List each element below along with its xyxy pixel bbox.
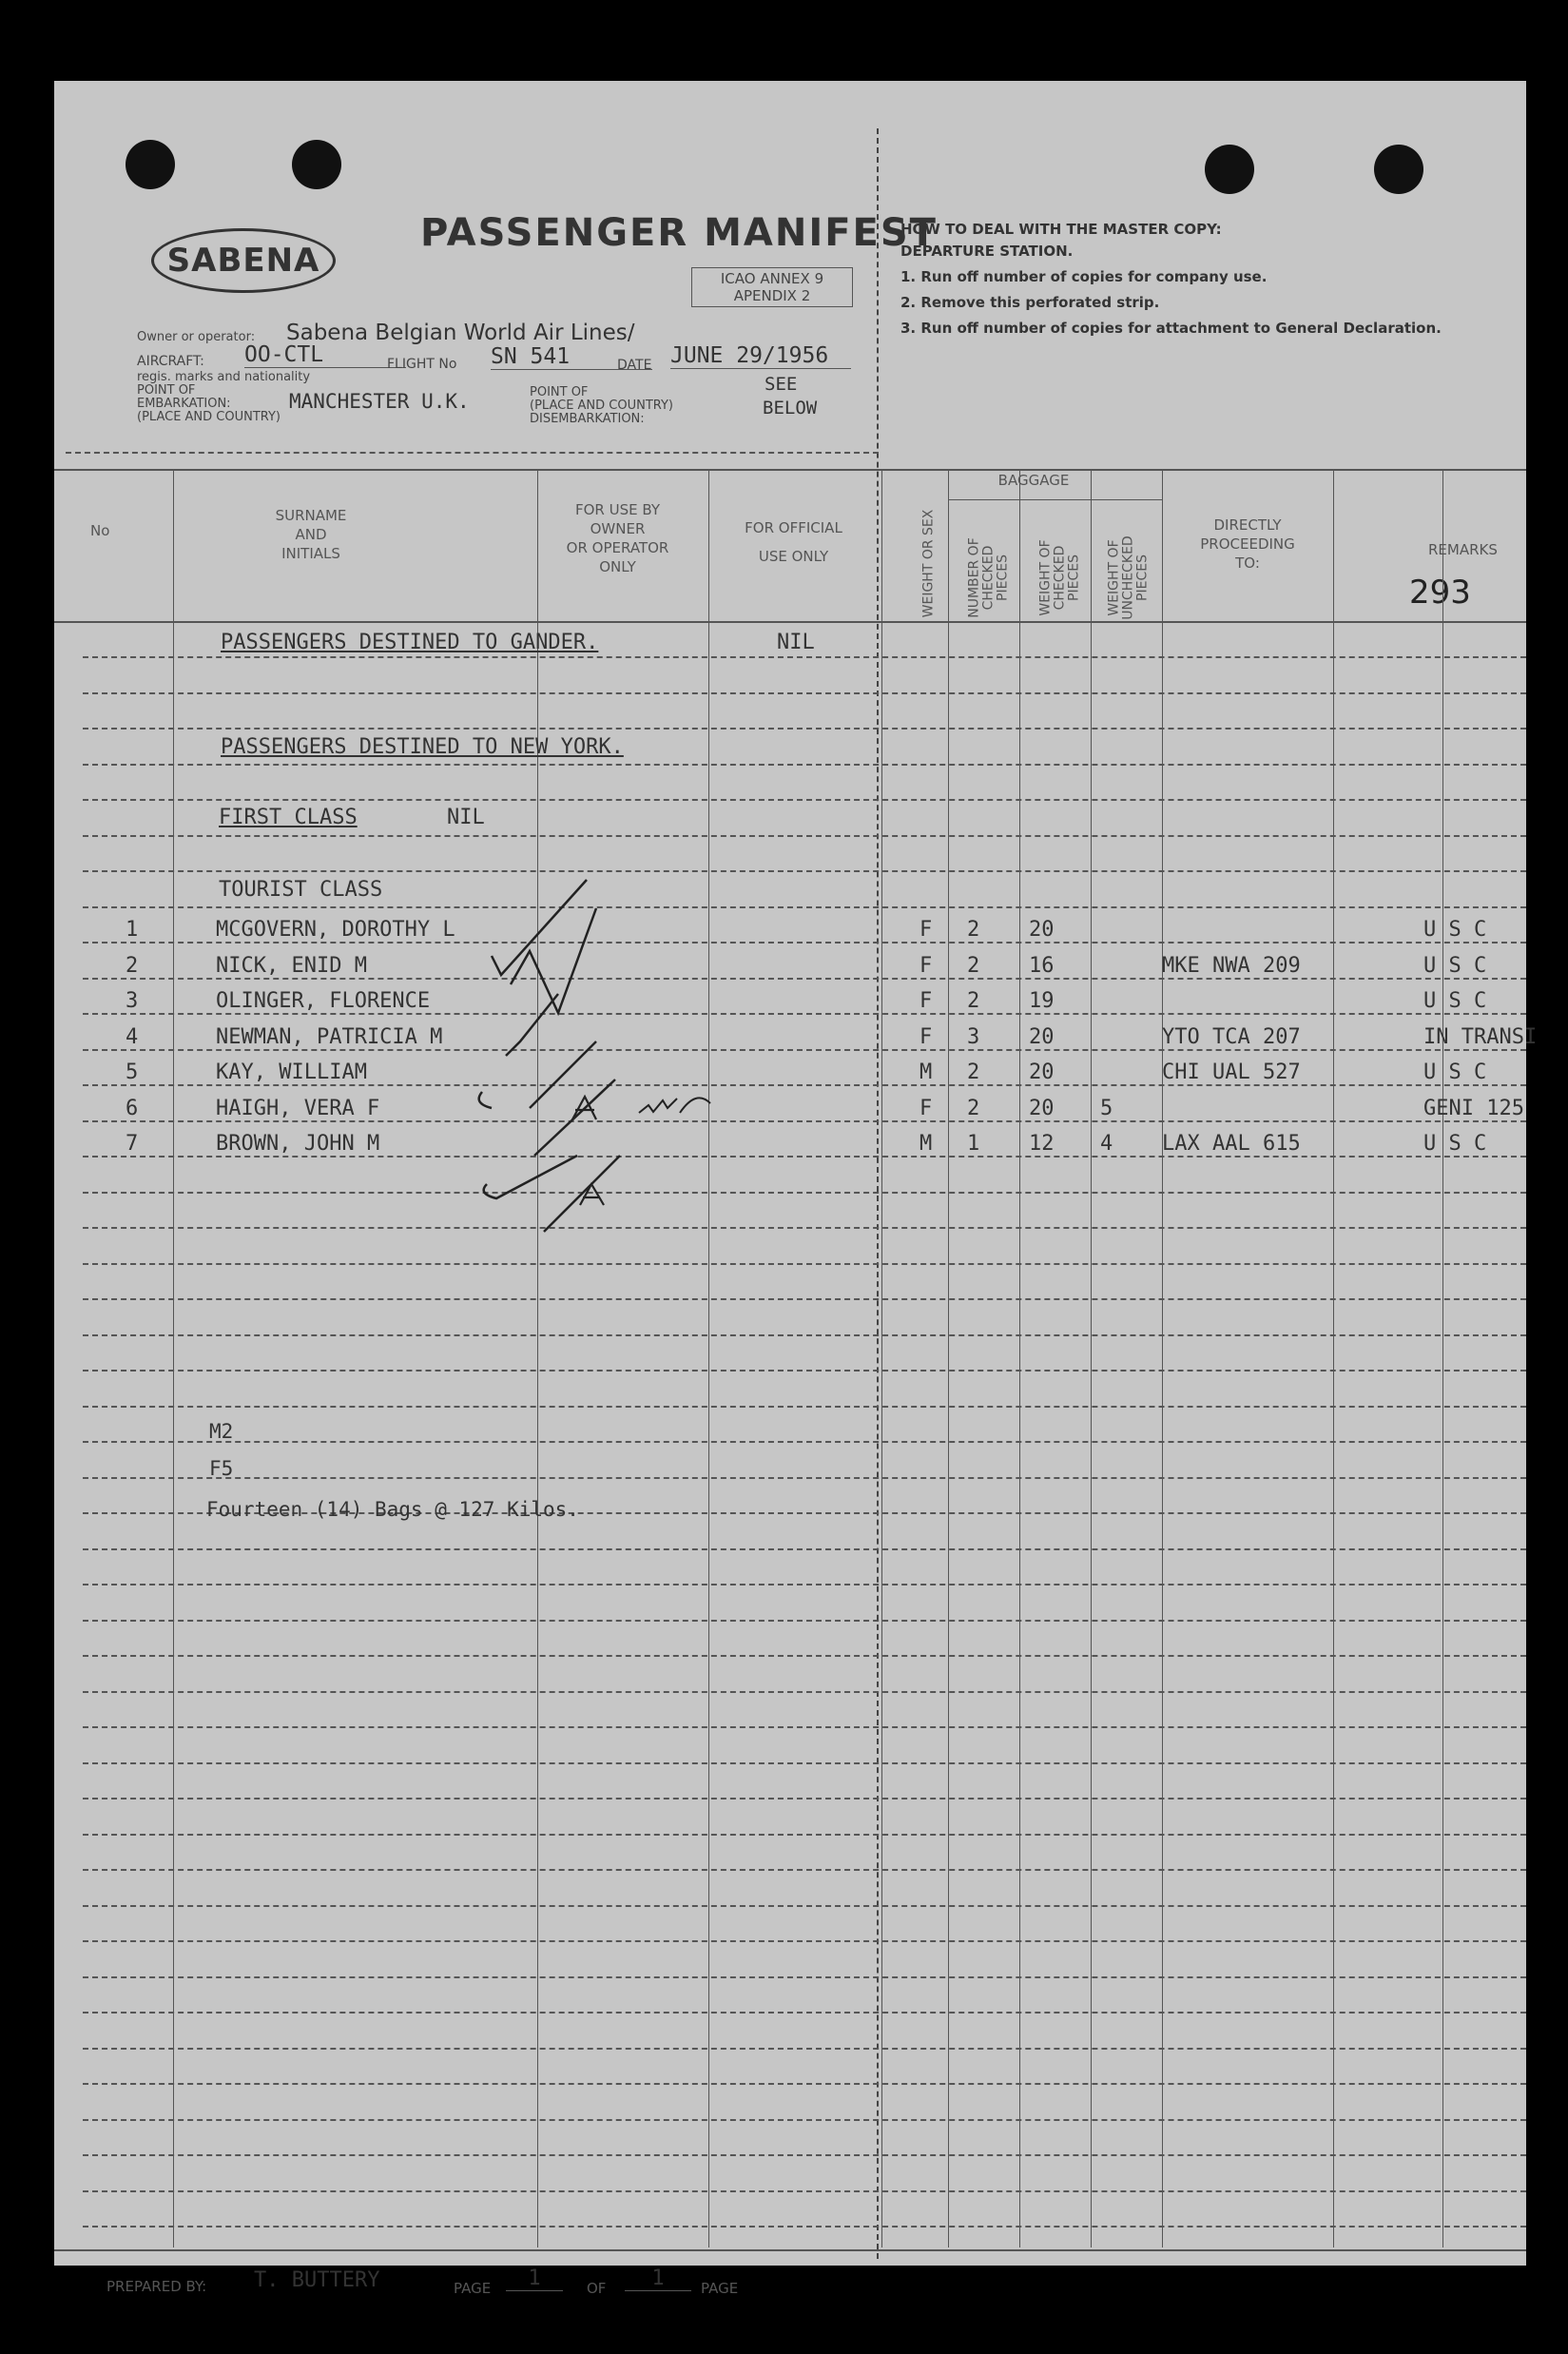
prepared-label: PREPARED BY: (106, 2278, 207, 2295)
row-rule (83, 656, 1526, 658)
passenger-remarks: GENI 125 (1423, 1096, 1524, 1120)
column-rule (1019, 469, 1020, 2247)
row-rule (83, 1726, 1526, 1728)
disembark-label: (PLACE AND COUNTRY) (530, 399, 674, 413)
passenger-weight: 20 (1029, 1096, 1055, 1120)
instruction-heading: HOW TO DEAL WITH THE MASTER COPY: (900, 221, 1222, 238)
icao-line: ICAO ANNEX 9 (720, 270, 824, 287)
passenger-no: 3 (126, 989, 139, 1013)
passenger-pieces: 3 (967, 1024, 980, 1049)
col-proceeding (1162, 516, 1333, 573)
header-bottom-rule (54, 621, 1526, 623)
row-rule (83, 1691, 1526, 1693)
passenger-no: 6 (126, 1096, 139, 1120)
of-value: 1 (625, 2266, 691, 2291)
section-newyork: PASSENGERS DESTINED TO NEW YORK. (221, 735, 624, 759)
punch-hole (1205, 145, 1254, 194)
column-rule (1162, 469, 1163, 2247)
passenger-remarks: U S C (1423, 1132, 1487, 1156)
passenger-sex: M (920, 1132, 933, 1156)
punch-hole (1374, 145, 1423, 194)
punch-hole (126, 140, 175, 189)
passenger-unchecked: 4 (1100, 1132, 1113, 1156)
page-stamp: 293 (1409, 574, 1471, 612)
row-rule (83, 2012, 1526, 2014)
row-rule (83, 799, 1526, 801)
row-rule (83, 835, 1526, 837)
section-first-class: FIRST CLASS (219, 806, 358, 829)
passenger-remarks: U S C (1423, 1060, 1487, 1084)
col-label: PIECES (1134, 554, 1151, 601)
col-label: NUMBER OF (966, 537, 982, 618)
col-weight-sex: WEIGHT OR SEX (920, 509, 937, 618)
passenger-proceeding: MKE NWA 209 (1162, 953, 1301, 978)
instruction-step: 3. Run off number of copies for attachment to General Declaration. (900, 320, 1442, 337)
passenger-weight: 20 (1029, 1060, 1055, 1084)
column-rule (1442, 469, 1443, 2247)
passenger-proceeding: LAX AAL 615 (1162, 1132, 1301, 1156)
row-rule (83, 1905, 1526, 1907)
passenger-remarks: IN TRANSI (1423, 1024, 1538, 1049)
disembark-label: DISEMBARKATION: (530, 412, 645, 426)
passenger-name: BROWN, JOHN M (216, 1132, 380, 1156)
col-label: AND (295, 526, 327, 543)
passenger-pieces: 2 (967, 989, 980, 1013)
disembark-value: BELOW (763, 398, 818, 418)
table-top-rule (54, 469, 1526, 471)
row-rule (83, 1334, 1526, 1336)
col-label: CHECKED (980, 545, 997, 611)
column-rule (881, 469, 882, 2247)
passenger-name: NEWMAN, PATRICIA M (216, 1024, 443, 1049)
col-owner-use (530, 500, 706, 576)
page-label: PAGE (454, 2280, 492, 2297)
baggage-rule (948, 499, 1162, 500)
row-rule (83, 1584, 1526, 1586)
row-rule (83, 1834, 1526, 1836)
row-rule (83, 1655, 1526, 1657)
col-label: PIECES (995, 554, 1011, 601)
column-rule (708, 469, 709, 2247)
aircraft-label: AIRCRAFT: (137, 354, 204, 369)
first-class-nil: NIL (447, 806, 485, 829)
row-rule (83, 1798, 1526, 1800)
owner-value: Sabena Belgian World Air Lines/ (286, 321, 635, 345)
passenger-remarks: U S C (1423, 918, 1487, 942)
aircraft-value: OO-CTL (244, 342, 406, 368)
passenger-remarks: U S C (1423, 989, 1487, 1013)
summary-females: F5 (209, 1457, 234, 1480)
column-rule (948, 469, 949, 2247)
col-label: TO: (1235, 554, 1260, 572)
row-rule (83, 728, 1526, 730)
passenger-proceeding: YTO TCA 207 (1162, 1024, 1301, 1049)
passenger-sex: M (920, 1060, 933, 1084)
perforation-line (877, 128, 879, 2259)
section-gander: PASSENGERS DESTINED TO GANDER. (221, 631, 599, 654)
summary-bags: Fourteen (14) Bags @ 127 Kilos. (206, 1498, 579, 1521)
col-label: WEIGHT OF (1106, 539, 1122, 616)
passenger-pieces: 1 (967, 1132, 980, 1156)
col-official (710, 518, 877, 566)
handwritten-ticks (473, 870, 853, 1241)
passenger-weight: 19 (1029, 989, 1055, 1013)
of-label: OF (587, 2280, 607, 2297)
col-label: UNCHECKED (1120, 535, 1136, 620)
instructions (900, 217, 1442, 341)
col-label: OWNER (590, 520, 646, 537)
col-label: WEIGHT OF (1037, 539, 1054, 616)
row-rule (83, 1441, 1526, 1443)
prepared-value: T. BUTTERY (254, 2268, 380, 2292)
passenger-sex: F (920, 989, 933, 1013)
passenger-name: OLINGER, FLORENCE (216, 989, 431, 1013)
sabena-logo: SABENA (151, 228, 336, 293)
passenger-name: HAIGH, VERA F (216, 1096, 380, 1120)
row-rule (83, 2119, 1526, 2121)
instruction-step: 2. Remove this perforated strip. (900, 294, 1160, 311)
passenger-pieces: 2 (967, 918, 980, 942)
row-rule (83, 1762, 1526, 1764)
passenger-pieces: 2 (967, 1060, 980, 1084)
passenger-no: 2 (126, 953, 139, 978)
passenger-remarks: U S C (1423, 953, 1487, 978)
row-rule (83, 1548, 1526, 1550)
table-bottom-rule (54, 2249, 1526, 2251)
row-rule (83, 2190, 1526, 2192)
flight-label: FLIGHT No (387, 357, 457, 372)
disembark-label: POINT OF (530, 385, 589, 399)
passenger-no: 4 (126, 1024, 139, 1049)
col-label: OR OPERATOR (566, 539, 669, 556)
col-remarks: REMARKS (1428, 541, 1498, 558)
passenger-no: 1 (126, 918, 139, 942)
embark-label: (PLACE AND COUNTRY) (137, 410, 281, 424)
col-label: FOR OFFICIAL (745, 519, 842, 536)
owner-label: Owner or operator: (137, 330, 256, 344)
date-label: DATE (617, 358, 652, 373)
passenger-weight: 20 (1029, 918, 1055, 942)
icao-line: APENDIX 2 (733, 287, 811, 304)
row-rule (83, 1370, 1526, 1372)
page-value: 1 (506, 2266, 563, 2291)
passenger-no: 7 (126, 1132, 139, 1156)
gander-official-nil: NIL (777, 631, 815, 654)
col-surname (187, 506, 435, 563)
row-rule (83, 1406, 1526, 1408)
col-label: INITIALS (281, 545, 340, 562)
row-rule (83, 1940, 1526, 1942)
disembark-value: SEE (765, 374, 798, 395)
passenger-name: MCGOVERN, DOROTHY L (216, 918, 455, 942)
aircraft-sub-label: regis. marks and nationality (137, 370, 311, 384)
row-rule (83, 692, 1526, 694)
column-rule (1091, 469, 1092, 2247)
punch-hole (292, 140, 341, 189)
column-rule (173, 469, 174, 2247)
col-label: PIECES (1066, 554, 1082, 601)
row-rule (83, 2048, 1526, 2050)
col-baggage: BAGGAGE (997, 472, 1070, 489)
row-rule (83, 764, 1526, 766)
passenger-name: NICK, ENID M (216, 953, 367, 978)
passenger-name: KAY, WILLIAM (216, 1060, 367, 1084)
passenger-sex: F (920, 1096, 933, 1120)
manifest-sheet (54, 81, 1538, 2297)
icao-reference (691, 267, 853, 307)
page-title: PASSENGER MANIFEST (420, 211, 938, 255)
row-rule (83, 1298, 1526, 1300)
col-label: ONLY (599, 558, 636, 575)
passenger-sex: F (920, 918, 933, 942)
row-rule (83, 1263, 1526, 1265)
instruction-step: 1. Run off number of copies for company use. (900, 268, 1268, 285)
flight-value: SN 541 (491, 344, 652, 370)
passenger-weight: 16 (1029, 953, 1055, 978)
date-value: JUNE 29/1956 (670, 343, 851, 369)
section-tourist-class: TOURIST CLASS (219, 878, 383, 902)
passenger-pieces: 2 (967, 953, 980, 978)
embark-label: EMBARKATION: (137, 397, 231, 411)
passenger-weight: 20 (1029, 1024, 1055, 1049)
embark-label: POINT OF (137, 383, 196, 398)
passenger-sex: F (920, 953, 933, 978)
column-rule (1333, 469, 1334, 2247)
col-label: CHECKED (1052, 545, 1068, 611)
header-rule (66, 452, 879, 454)
row-rule (83, 2083, 1526, 2085)
summary-males: M2 (209, 1420, 234, 1443)
row-rule (83, 1869, 1526, 1871)
row-rule (83, 1620, 1526, 1622)
col-label: USE ONLY (758, 548, 829, 565)
passenger-unchecked: 5 (1100, 1096, 1113, 1120)
passenger-weight: 12 (1029, 1132, 1055, 1156)
col-label: DIRECTLY (1213, 516, 1282, 534)
passenger-sex: F (920, 1024, 933, 1049)
row-rule (83, 1976, 1526, 1978)
passenger-no: 5 (126, 1060, 139, 1084)
col-label: SURNAME (275, 507, 347, 524)
row-rule (83, 2226, 1526, 2228)
row-rule (83, 2154, 1526, 2156)
passenger-pieces: 2 (967, 1096, 980, 1120)
page-suffix: PAGE (701, 2280, 739, 2297)
embark-value: MANCHESTER U.K. (289, 390, 470, 413)
row-rule (83, 1477, 1526, 1479)
passenger-proceeding: CHI UAL 527 (1162, 1060, 1301, 1084)
col-no: No (90, 522, 110, 539)
col-label: PROCEEDING (1200, 535, 1295, 553)
instruction-heading: DEPARTURE STATION. (900, 243, 1074, 260)
col-label: FOR USE BY (574, 501, 660, 518)
